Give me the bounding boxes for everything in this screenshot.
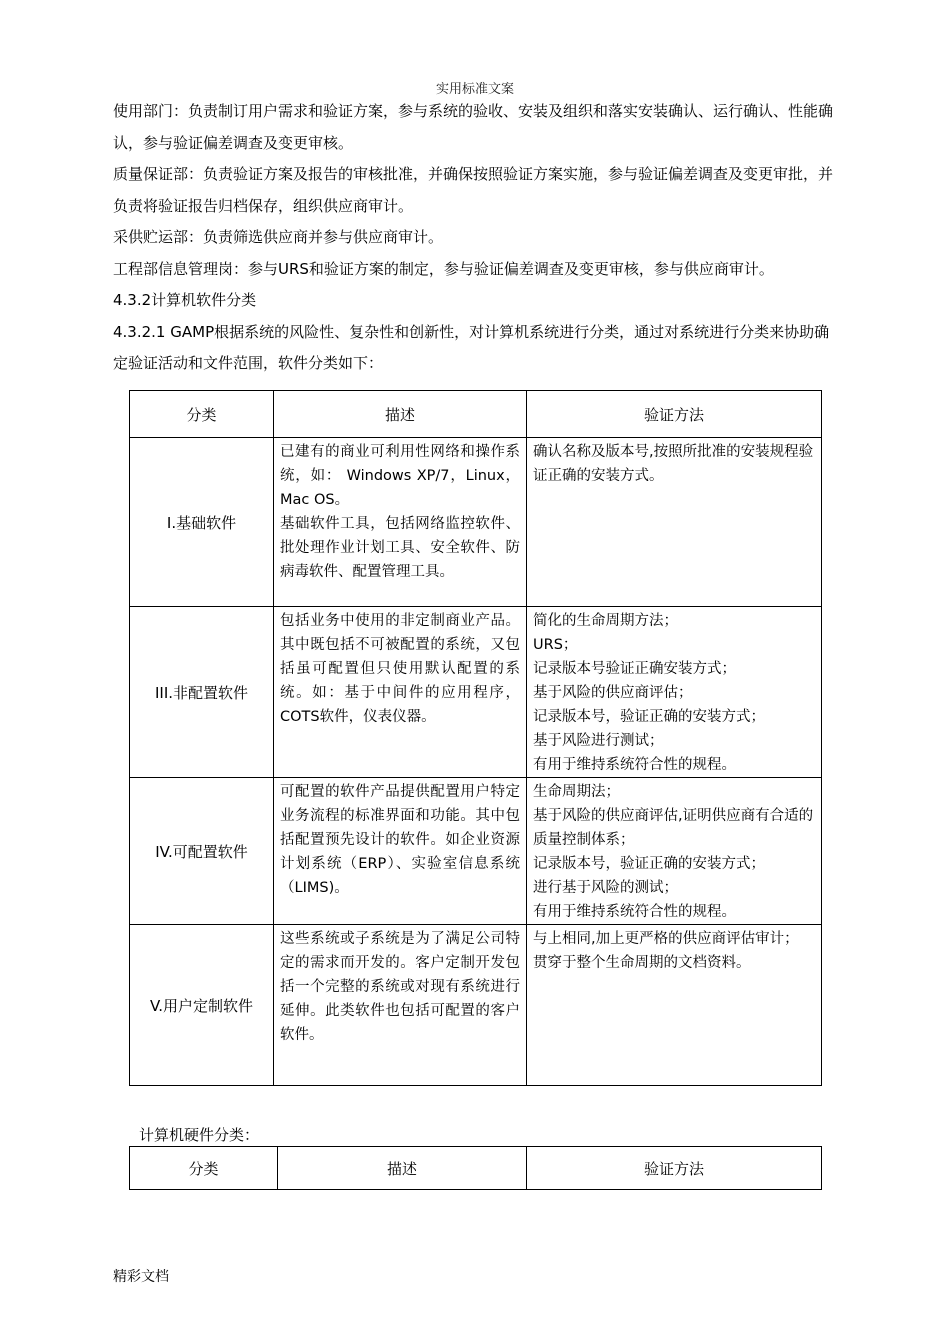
header-method: 验证方法 [527, 1147, 822, 1190]
method-cell: 确认名称及版本号,按照所批准的安装规程验证正确的安装方式。 [527, 438, 822, 607]
paragraph-engineering-dept: 工程部信息管理岗：参与URS和验证方案的制定，参与验证偏差调查及变更审核，参与供应商审计。 [113, 259, 774, 278]
header-category: 分类 [130, 1147, 278, 1190]
body-text [113, 96, 843, 380]
paragraph-user-dept: 使用部门：负责制订用户需求和验证方案，参与系统的验收、安装及组织和落实安装确认、运行确认、性能确认，参与验证偏差调查及变更审核。 [113, 102, 834, 152]
header-method: 验证方法 [527, 391, 822, 438]
table-header-row [130, 1147, 822, 1190]
category-cell: III.非配置软件 [130, 607, 274, 778]
description-cell: 可配置的软件产品提供配置用户特定业务流程的标准界面和功能。其中包括配置预先设计的软件。如企业资源计划系统（ERP）、实验室信息系统（LIMS)。 [274, 778, 527, 925]
category-cell: IV.可配置软件 [130, 778, 274, 925]
section-heading-software-classification: 4.3.2计算机软件分类 [113, 291, 257, 309]
software-classification-table [129, 390, 822, 1086]
method-cell: 简化的生命周期方法； URS； 记录版本号验证正确安装方式； 基于风险的供应商评估； 记录版本号，验证正确的安装方式； 基于风险进行测试； 有用于维持系统符合性的规程。 [527, 607, 822, 778]
header-description: 描述 [278, 1147, 527, 1190]
paragraph-procurement-dept: 采供贮运部：负责筛选供应商并参与供应商审计。 [113, 228, 444, 246]
description-cell: 已建有的商业可利用性网络和操作系统，如： Windows XP/7，Linux，Mac OS。 基础软件工具，包括网络监控软件、批处理作业计划工具、安全软件、防病毒软件、配置管理工具。 [274, 438, 527, 607]
table-row [130, 438, 822, 607]
table-row [130, 778, 822, 925]
description-cell: 这些系统或子系统是为了满足公司特定的需求而开发的。客户定制开发包括一个完整的系统或对现有系统进行延伸。此类软件也包括可配置的客户软件。 [274, 925, 527, 1086]
header-description: 描述 [274, 391, 527, 438]
category-cell: V.用户定制软件 [130, 925, 274, 1086]
table-row [130, 607, 822, 778]
category-cell: I.基础软件 [130, 438, 274, 607]
table-row [130, 925, 822, 1086]
paragraph-qa-dept: 质量保证部：负责验证方案及报告的审核批准，并确保按照验证方案实施，参与验证偏差调查及变更审批，并负责将验证报告归档保存，组织供应商审计。 [113, 165, 834, 215]
paragraph-gamp-intro: 4.3.2.1 GAMP根据系统的风险性、复杂性和创新性，对计算机系统进行分类，通过对系统进行分类来协助确定验证活动和文件范围，软件分类如下： [113, 322, 830, 372]
header-category: 分类 [130, 391, 274, 438]
page-footer: 精彩文档 [113, 1269, 169, 1285]
page-header: 实用标准文案 [435, 82, 514, 97]
hardware-classification-table [129, 1146, 822, 1190]
method-cell: 生命周期法； 基于风险的供应商评估,证明供应商有合适的质量控制体系； 记录版本号，验证正确的安装方式； 进行基于风险的测试； 有用于维持系统符合性的规程。 [527, 778, 822, 925]
method-cell: 与上相同,加上更严格的供应商评估审计； 贯穿于整个生命周期的文档资料。 [527, 925, 822, 1086]
description-cell: 包括业务中使用的非定制商业产品。其中既包括不可被配置的系统，又包括虽可配置但只使用默认配置的系统。如：基于中间件的应用程序，COTS软件，仪表仪器。 [274, 607, 527, 778]
table-header-row [130, 391, 822, 438]
hardware-table-caption: 计算机硬件分类： [139, 1126, 260, 1144]
